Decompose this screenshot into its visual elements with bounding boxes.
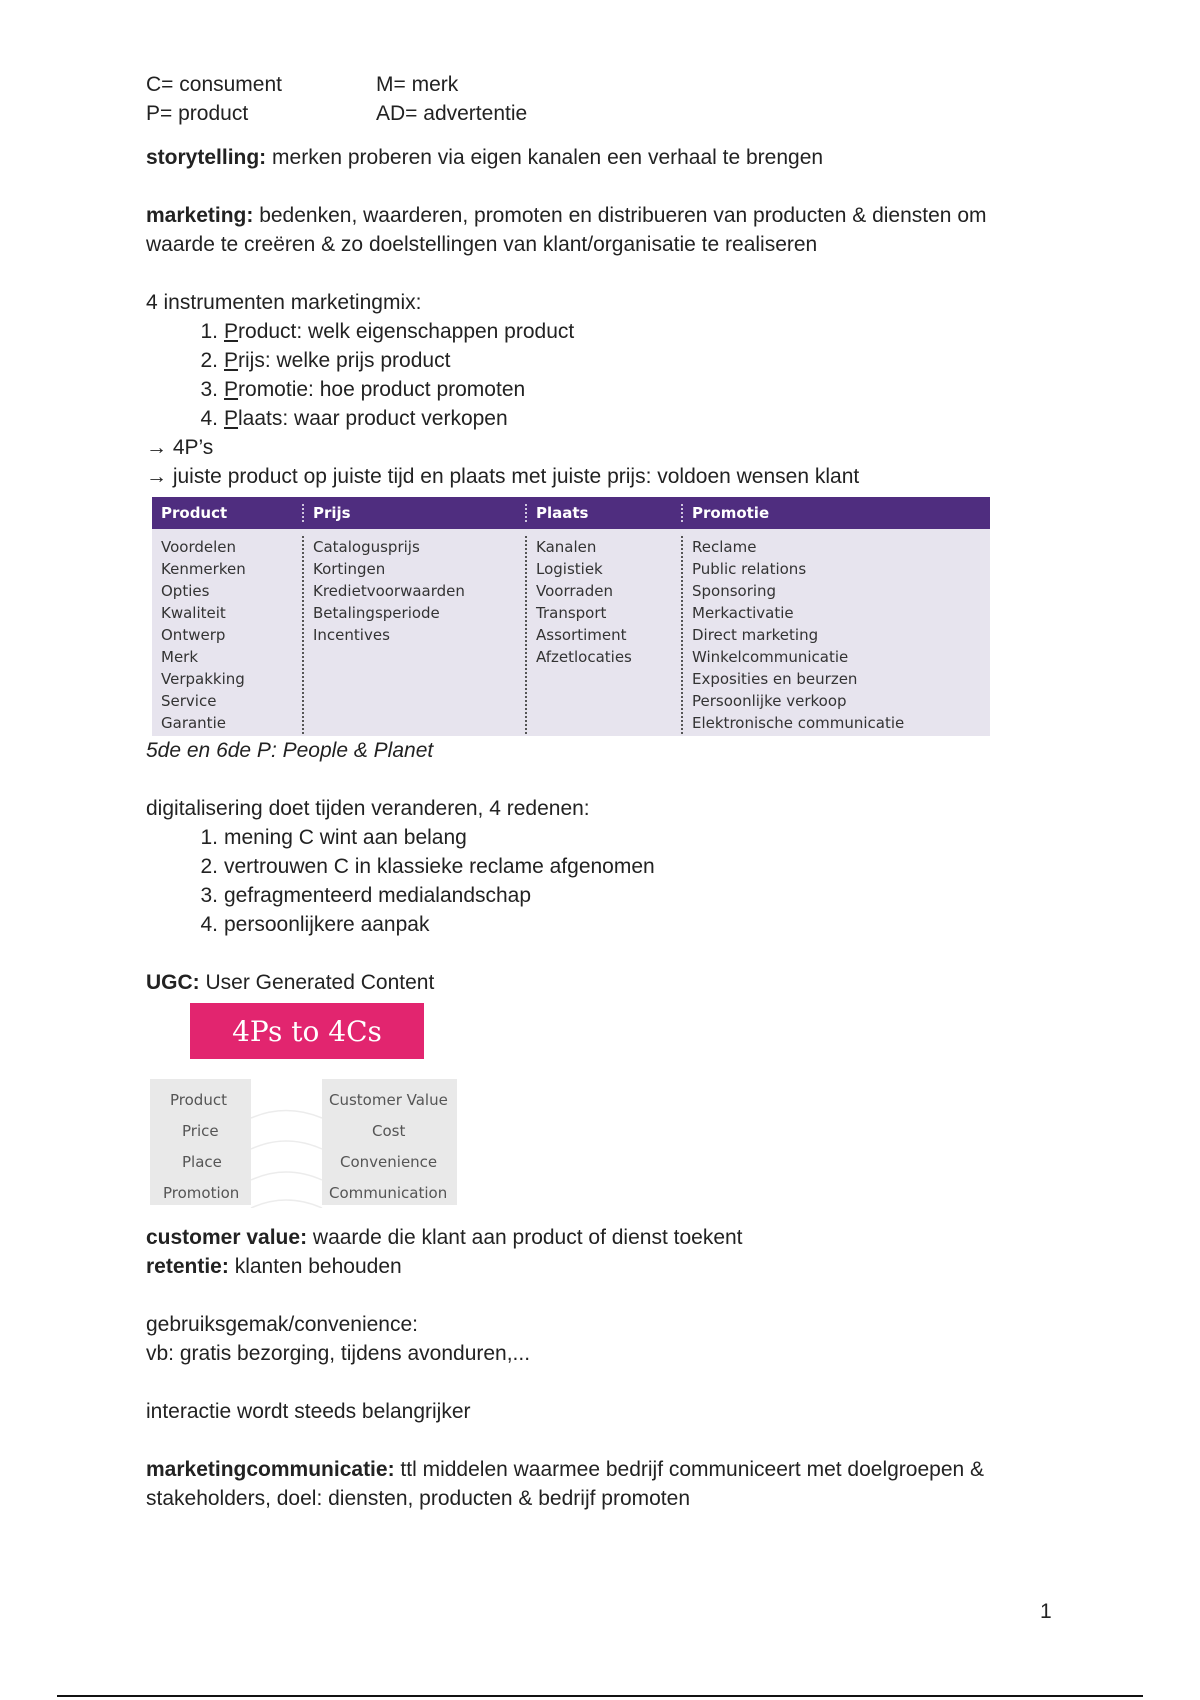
abbreviation-row bbox=[146, 99, 1076, 128]
marketing-mix-table bbox=[152, 497, 990, 736]
table-cell: Garantie bbox=[161, 714, 226, 732]
table-header bbox=[152, 497, 990, 529]
c-item: Communication bbox=[329, 1184, 448, 1202]
convenience-heading: gebruiksgemak/convenience: bbox=[146, 1313, 418, 1336]
definition-text: bedenken, waarderen, promoten en distribueren van producten & diensten om bbox=[253, 204, 987, 227]
definition-text: merken proberen via eigen kanalen een verhaal te brengen bbox=[266, 146, 824, 169]
table-cell: Kredietvoorwaarden bbox=[313, 582, 465, 600]
table-cell: Incentives bbox=[313, 626, 390, 644]
term: marketingcommunicatie: bbox=[146, 1458, 395, 1481]
ps-column bbox=[150, 1079, 251, 1205]
column-promotie bbox=[681, 536, 990, 734]
column-prijs bbox=[302, 536, 525, 734]
c-item: Cost bbox=[372, 1122, 406, 1140]
abbreviation: P= product bbox=[146, 102, 249, 125]
term: retentie: bbox=[146, 1255, 229, 1278]
table-cell: Merkactivatie bbox=[692, 604, 794, 622]
definition-storytelling bbox=[146, 143, 1076, 172]
table-cell: Voorraden bbox=[536, 582, 613, 600]
page-number: 1 bbox=[1040, 1600, 1052, 1623]
document-page bbox=[146, 70, 1076, 1513]
interactie-note: interactie wordt steeds belangrijker bbox=[146, 1400, 471, 1423]
p-item: Place bbox=[182, 1153, 222, 1171]
list-item: 1. Product: welk eigenschappen product bbox=[200, 320, 575, 343]
definition-marketingcommunicatie bbox=[146, 1455, 1076, 1484]
table-cell: Catalogusprijs bbox=[313, 538, 420, 556]
table-cell: Logistiek bbox=[536, 560, 603, 578]
definition-marketingcommunicatie-cont: stakeholders, doel: diensten, producten & bedrijf promoten bbox=[146, 1487, 691, 1510]
term: marketing: bbox=[146, 204, 254, 227]
definition-text: klanten behouden bbox=[228, 1255, 402, 1278]
list-item: 2. vertrouwen C in klassieke reclame afgenomen bbox=[200, 855, 655, 878]
list-item: 1. mening C wint aan belang bbox=[200, 826, 467, 849]
definition-customer-value bbox=[146, 1223, 1076, 1252]
table-cell: Merk bbox=[161, 648, 199, 666]
list-item: 4. persoonlijkere aanpak bbox=[200, 913, 430, 936]
abbreviation: AD= advertentie bbox=[376, 102, 528, 125]
figure-title: 4Ps to 4Cs bbox=[190, 1003, 424, 1059]
table-cell: Verpakking bbox=[161, 670, 245, 688]
term: storytelling: bbox=[146, 146, 267, 169]
table-cell: Voordelen bbox=[161, 538, 237, 556]
p-item: Product bbox=[170, 1091, 227, 1109]
term: customer value: bbox=[146, 1226, 308, 1249]
column-plaats bbox=[525, 536, 681, 734]
c-item: Convenience bbox=[340, 1153, 438, 1171]
table-cell: Kortingen bbox=[313, 560, 386, 578]
abbreviation-row bbox=[146, 70, 1076, 99]
table-cell: Transport bbox=[536, 604, 607, 622]
abbreviation: C= consument bbox=[146, 73, 282, 96]
table-cell: Elektronische communicatie bbox=[692, 714, 905, 732]
definition-marketing bbox=[146, 201, 1076, 230]
table-cell: Afzetlocaties bbox=[536, 648, 632, 666]
digital-reasons-list bbox=[146, 823, 1076, 939]
convenience-example: vb: gratis bezorging, tijdens avonduren,... bbox=[146, 1342, 531, 1365]
list-item: 4. Plaats: waar product verkopen bbox=[200, 407, 508, 430]
p-item: Promotion bbox=[163, 1184, 240, 1202]
c-item: Customer Value bbox=[329, 1091, 448, 1109]
arrow-note: → 4P’s bbox=[146, 436, 214, 459]
table-cell: Winkelcommunicatie bbox=[692, 648, 849, 666]
definition-text: ttl middelen waarmee bedrijf communiceert met doelgroepen & bbox=[394, 1458, 985, 1481]
table-cell: Assortiment bbox=[536, 626, 627, 644]
table-cell: Exposities en beurzen bbox=[692, 670, 858, 688]
marketing-mix-list bbox=[146, 317, 1076, 433]
table-cell: Reclame bbox=[692, 538, 757, 556]
table-body bbox=[152, 529, 990, 736]
bottom-rule bbox=[57, 1695, 1143, 1697]
marketing-mix-intro: 4 instrumenten marketingmix: bbox=[146, 291, 422, 314]
column-header: Product bbox=[161, 504, 228, 522]
column-header: Prijs bbox=[302, 504, 525, 522]
table-cell: Kanalen bbox=[536, 538, 597, 556]
table-cell: Betalingsperiode bbox=[313, 604, 440, 622]
table-cell: Ontwerp bbox=[161, 626, 226, 644]
table-cell: Opties bbox=[161, 582, 210, 600]
column-header: Promotie bbox=[681, 504, 990, 522]
cs-column bbox=[322, 1079, 457, 1205]
table-cell: Sponsoring bbox=[692, 582, 777, 600]
table-cell: Kenmerken bbox=[161, 560, 246, 578]
table-cell: Public relations bbox=[692, 560, 807, 578]
abbreviation: M= merk bbox=[376, 73, 459, 96]
table-cell: Service bbox=[161, 692, 217, 710]
list-item: 3. Promotie: hoe product promoten bbox=[200, 378, 526, 401]
definition-text: waarde die klant aan product of dienst toekent bbox=[307, 1226, 743, 1249]
definition-retentie bbox=[146, 1252, 1076, 1281]
term: UGC: bbox=[146, 971, 200, 994]
definition-text: User Generated Content bbox=[199, 971, 435, 994]
fifth-sixth-p-note: 5de en 6de P: People & Planet bbox=[146, 739, 434, 762]
ps-to-cs-figure bbox=[150, 1003, 460, 1208]
table-cell: Persoonlijke verkoop bbox=[692, 692, 847, 710]
definition-marketing-cont: waarde te creëren & zo doelstellingen van klant/organisatie te realiseren bbox=[146, 233, 818, 256]
p-item: Price bbox=[182, 1122, 219, 1140]
column-product bbox=[152, 536, 302, 734]
list-item: 2. Prijs: welke prijs product bbox=[200, 349, 451, 372]
table-cell: Kwaliteit bbox=[161, 604, 226, 622]
list-item: 3. gefragmenteerd medialandschap bbox=[200, 884, 532, 907]
column-header: Plaats bbox=[525, 504, 681, 522]
digital-intro: digitalisering doet tijden veranderen, 4 redenen: bbox=[146, 797, 590, 820]
definition-ugc bbox=[146, 968, 1076, 997]
arrow-note: → juiste product op juiste tijd en plaats met juiste prijs: voldoen wensen klant bbox=[146, 465, 860, 488]
table-cell: Direct marketing bbox=[692, 626, 819, 644]
